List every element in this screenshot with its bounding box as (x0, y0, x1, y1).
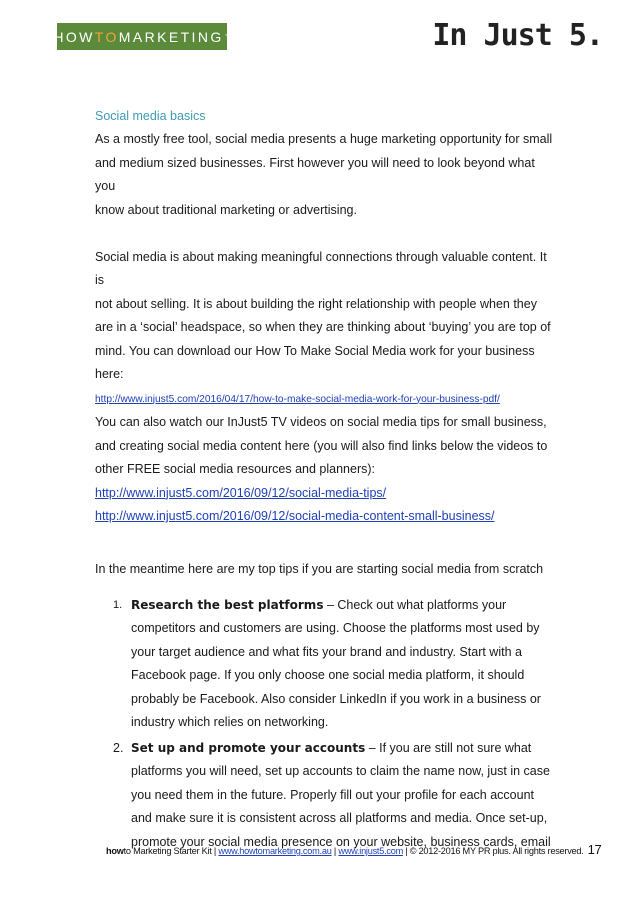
paragraph-spacer (95, 222, 555, 246)
footer-brand-text: to Marketing Starter Kit | (123, 846, 219, 856)
social-media-tips-link[interactable]: http://www.injust5.com/2016/09/12/social-media-tips/ (95, 485, 387, 500)
social-media-content-link[interactable]: http://www.injust5.com/2016/09/12/social-media-content-small-business/ (95, 509, 495, 523)
paragraph-line: In the meantime here are my top tips if you are starting social media from scratch (95, 562, 544, 576)
list-item (95, 594, 555, 735)
howtomarketing-logo (53, 23, 231, 50)
logo-trademark: ™ (224, 33, 231, 40)
tip-text: probably be Facebook. Also consider LinkedIn if you work in a business or (131, 691, 541, 706)
paragraph-line: and medium sized businesses. First however you will need to look beyond what you (95, 155, 535, 193)
paragraph-line: and creating social media content here (you will also find links below the videos to (95, 438, 548, 453)
logo-text-marketing: MARKETING (118, 28, 224, 45)
page-footer (106, 842, 602, 857)
tip-text: and make sure it is consistent across all platforms and media. Once set-up, (131, 811, 548, 825)
list-item (95, 737, 555, 855)
list-number: 2. (113, 740, 124, 755)
logo-text-how: HOW (53, 28, 95, 45)
tip-text: platforms you will need, set up accounts to claim the name now, just in case (131, 764, 550, 778)
footer-separator: | (331, 846, 339, 856)
page-content (95, 104, 555, 854)
footer-injust5-link[interactable]: www.injust5.com (338, 846, 403, 856)
tip-text: you need them in the future. Properly fill out your profile for each account (131, 787, 535, 802)
download-guide-link[interactable]: http://www.injust5.com/2016/04/17/how-to-make-social-media-work-for-your-business-pdf/ (95, 393, 500, 405)
tip-text: your target audience and what fits your brand and industry. Start with a (131, 644, 522, 659)
paragraph-line: mind. You can download our How To Make Social Media work for your business (95, 343, 535, 358)
tip-text: promote your social media presence on your website, business cards, email (131, 834, 551, 849)
tip-heading: Research the best platforms (131, 597, 324, 612)
paragraph-line: here: (95, 367, 124, 381)
tip-text: Facebook page. If you only choose one social media platform, it should (131, 668, 525, 682)
tip-text: industry which relies on networking. (131, 715, 329, 729)
page-header (0, 0, 638, 70)
footer-howtomarketing-link[interactable]: www.howtomarketing.com.au (218, 846, 332, 856)
tip-text: – If you are still not sure what (365, 740, 532, 755)
footer-copyright: | © 2012-2016 MY PR plus. All rights reserved. (403, 846, 584, 856)
logo-text-to: TO (94, 28, 119, 45)
injust5-brand: In Just 5. (432, 18, 603, 53)
list-number: 1. (113, 598, 123, 611)
section-title: Social media basics (95, 109, 206, 123)
paragraph-line: Social media is about making meaningful connections through valuable content. It is (95, 249, 547, 287)
tips-list (95, 594, 555, 855)
tip-text: – Check out what platforms your (323, 597, 507, 612)
paragraph-line: As a mostly free tool, social media presents a huge marketing opportunity for small (95, 132, 553, 146)
paragraph-line: You can also watch our InJust5 TV videos on social media tips for small business, (95, 415, 547, 429)
paragraph-line: are in a ‘social’ headspace, so when they are thinking about ‘buying’ you are top of (95, 320, 551, 334)
footer-brand-bold: how (106, 846, 124, 856)
paragraph-line: know about traditional marketing or advertising. (95, 202, 357, 217)
paragraph-line: not about selling. It is about building the right relationship with people when they (95, 296, 537, 311)
paragraph-line: other FREE social media resources and planners): (95, 462, 375, 476)
page-number: 17 (587, 842, 602, 857)
paragraph-spacer (95, 529, 555, 553)
tip-text: competitors and customers are using. Choose the platforms most used by (131, 621, 540, 635)
tip-heading: Set up and promote your accounts (131, 740, 366, 755)
